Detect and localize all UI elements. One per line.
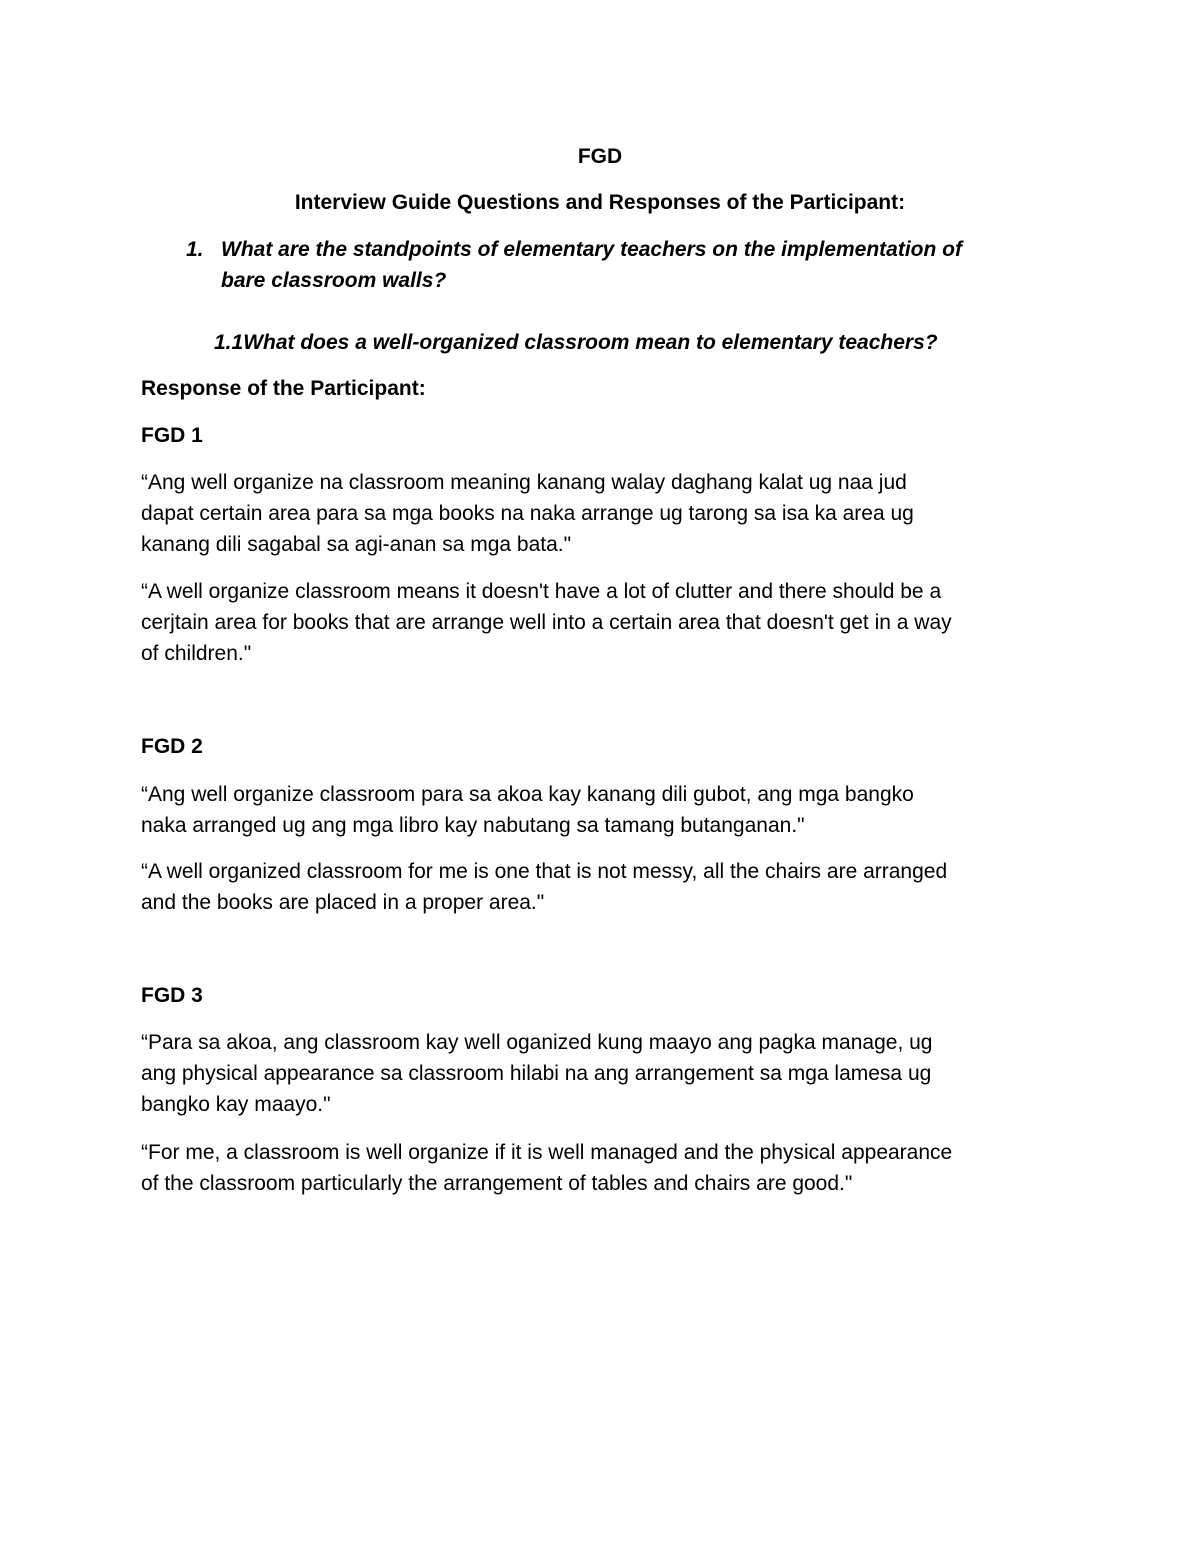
- response-line: “For me, a classroom is well organize if it is well managed and the physical appearance: [141, 1141, 953, 1164]
- response-line: “Ang well organize na classroom meaning kanang walay daghang kalat ug naa jud: [141, 471, 907, 494]
- response-line: naka arranged ug ang mga libro kay nabutang sa tamang butanganan.": [141, 814, 805, 837]
- response-line: of children.": [141, 642, 252, 665]
- response-line: bangko kay maayo.": [141, 1093, 331, 1116]
- response-line: cerjtain area for books that are arrange well into a certain area that doesn't get in a way: [141, 611, 952, 634]
- response-line: kanang dili sagabal sa agi-anan sa mga bata.": [141, 533, 572, 556]
- response-english: [141, 1137, 1061, 1199]
- response-line: ang physical appearance sa classroom hilabi na ang arrangement sa mga lamesa ug: [141, 1062, 932, 1085]
- response-cebuano: [141, 1027, 1061, 1120]
- document-subtitle: Interview Guide Questions and Responses of the Participant:: [294, 191, 906, 214]
- response-cebuano: [141, 779, 1061, 841]
- fgd-label: FGD 2: [141, 735, 203, 758]
- question-line: bare classroom walls?: [221, 269, 447, 292]
- document-title: FGD: [577, 145, 623, 168]
- fgd-label: FGD 3: [141, 984, 203, 1007]
- question-number: 1.: [186, 238, 204, 261]
- response-english: [141, 576, 1061, 669]
- response-line: and the books are placed in a proper area.": [141, 891, 545, 914]
- response-line: “A well organized classroom for me is one that is not messy, all the chairs are arranged: [141, 860, 948, 883]
- question-line: What are the standpoints of elementary teachers on the implementation of: [221, 238, 962, 261]
- response-line: “Para sa akoa, ang classroom kay well oganized kung maayo ang pagka manage, ug: [141, 1031, 933, 1054]
- fgd-label: FGD 1: [141, 424, 203, 447]
- response-line: dapat certain area para sa mga books na naka arrange ug tarong sa isa ka area ug: [141, 502, 914, 525]
- response-line: “Ang well organize classroom para sa akoa kay kanang dili gubot, ang mga bangko: [141, 783, 914, 806]
- response-label: Response of the Participant:: [141, 377, 426, 400]
- response-line: of the classroom particularly the arrangement of tables and chairs are good.": [141, 1172, 853, 1195]
- sub-question: 1.1What does a well-organized classroom mean to elementary teachers?: [214, 331, 938, 354]
- response-english: [141, 856, 1061, 918]
- question-text: [221, 234, 1071, 296]
- response-cebuano: [141, 467, 1061, 560]
- response-line: “A well organize classroom means it doesn't have a lot of clutter and there should be a: [141, 580, 942, 603]
